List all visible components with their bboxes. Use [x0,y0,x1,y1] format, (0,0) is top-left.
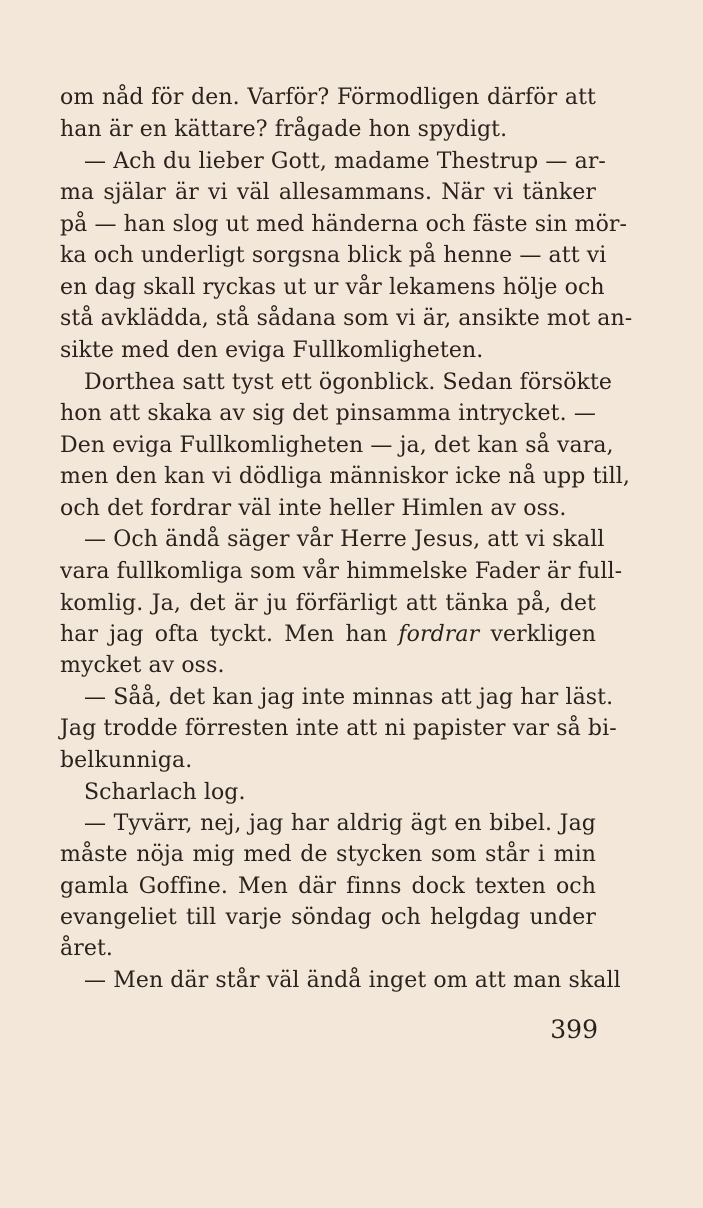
text-line-9: sikte med den eviga Fullkomligheten. [60,338,484,363]
text-line-21: Jag trodde förresten inte att ni papister var så bi- [60,716,617,741]
page-number: 399 [550,1015,598,1044]
text-line-7: en dag skall ryckas ut ur vår lekamens hölje och [60,275,605,300]
text-line-3: — Ach du lieber Gott, madame Thestrup — ar- [84,149,606,174]
text-line-12: Den eviga Fullkomligheten — ja, det kan så vara, [60,433,614,458]
text-line-19: mycket av oss. [60,653,225,678]
text-line-23: Scharlach log. [84,780,246,805]
text-line-26: gamla Goffine. Men där finns dock texten och [60,874,596,899]
text-line-4: ma själar är vi väl allesammans. När vi tänker [60,180,596,205]
text-line-20: — Såå, det kan jag inte minnas att jag har läst. [84,685,614,710]
text-line-27: evangeliet till varje söndag och helgdag under [60,905,596,930]
text-line-22: belkunniga. [60,748,193,773]
text-line-15: — Och ändå säger vår Herre Jesus, att vi skall [84,527,605,552]
text-line-18-end: verkligen [479,622,596,647]
text-line-6: ka och underligt sorgsna blick på henne — att vi [60,243,607,268]
text-line-25: måste nöja mig med de stycken som står i min [60,842,596,867]
emphasized-word: fordrar [398,622,480,647]
text-line-16: vara fullkomliga som vår himmelske Fader är full- [60,559,623,584]
text-line-5: på — han slog ut med händerna och fäste sin mör- [60,212,628,237]
text-line-10: Dorthea satt tyst ett ögonblick. Sedan försökte [84,370,613,395]
text-line-8: stå avklädda, stå sådana som vi är, ansikte mot an- [60,306,633,331]
text-line-29: — Men där står väl ändå inget om att man skall [84,968,621,993]
text-line-18-start: har jag ofta tyckt. Men han [60,622,399,647]
text-line-17: komlig. Ja, det är ju förfärligt att tänka på, det [60,591,596,616]
text-line-11: hon att skaka av sig det pinsamma intrycket. — [60,401,596,426]
text-line-14: och det fordrar väl inte heller Himlen av oss. [60,496,567,521]
text-line-28: året. [60,936,113,961]
text-line-13: men den kan vi dödliga människor icke nå upp till, [60,464,631,489]
text-line-1: om nåd för den. Varför? Förmodligen därför att [60,85,596,110]
text-line-2: han är en kättare? frågade hon spydigt. [60,117,508,142]
text-line-18 [60,620,596,650]
text-line-24: — Tyvärr, nej, jag har aldrig ägt en bibel. Jag [84,811,596,836]
